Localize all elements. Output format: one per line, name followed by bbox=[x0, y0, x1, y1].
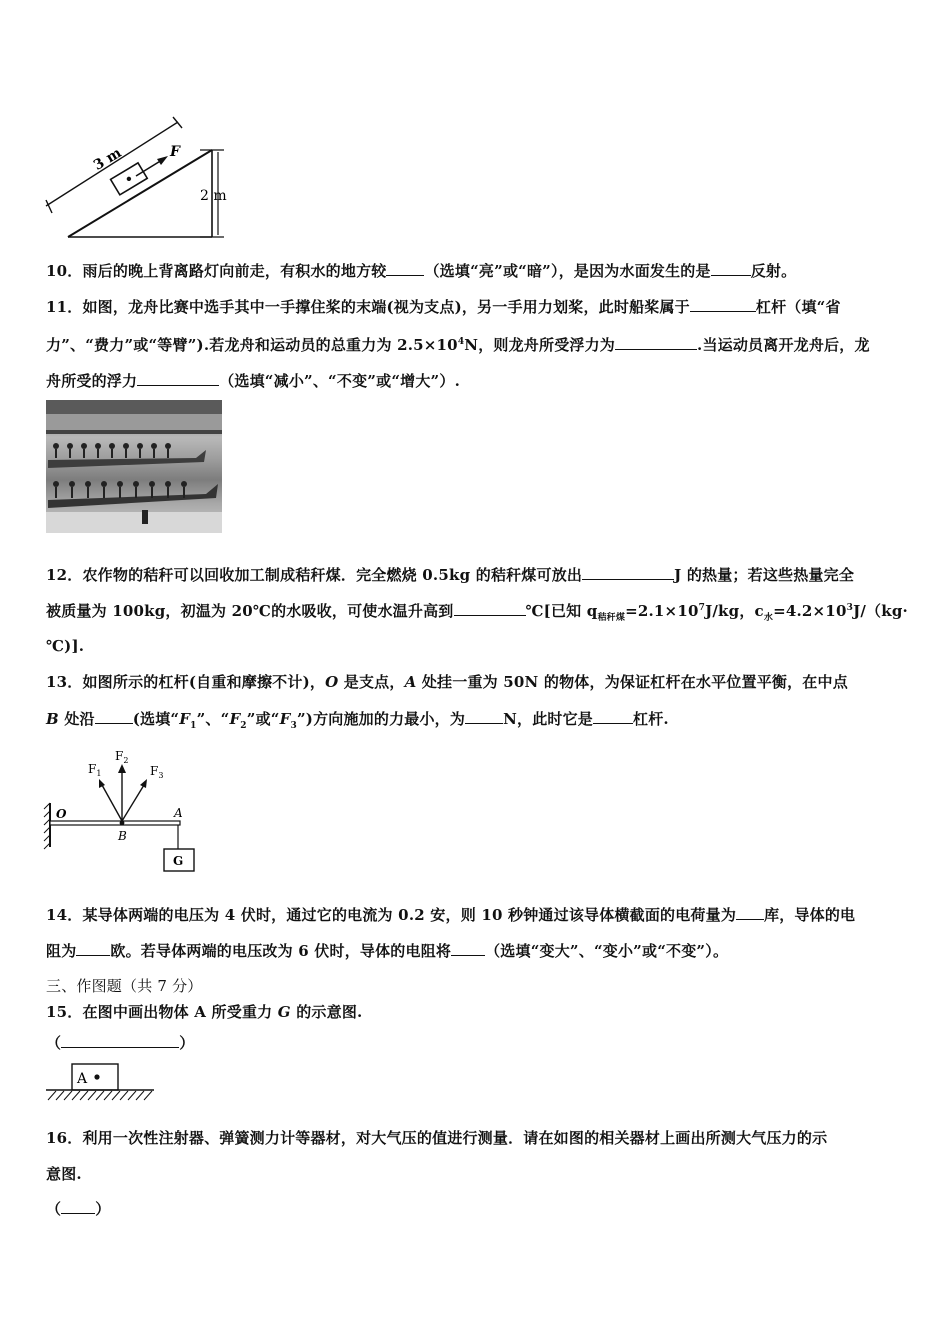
q14-blank2[interactable] bbox=[76, 940, 110, 956]
q13-blank3[interactable] bbox=[593, 708, 633, 724]
lever-f1-label: $F_1$ bbox=[88, 762, 102, 778]
q11-line3: 舟所受的浮力 （选填“减小”、“不变”或“增大”）. bbox=[46, 372, 460, 390]
q16-answer: （ ） bbox=[46, 1200, 111, 1218]
lever-figure bbox=[40, 745, 220, 880]
q12-line2: 被质量为 100kg，初温为 20℃的水吸收，可使水温升高到 ℃[已知 $q_{秸秆煤}=2.1\times 10^7J/kg$，$c_水=4.2\times 10^3J/(kg\cdot$ bbox=[46, 602, 908, 623]
q12-line1: 12．农作物的秸秆可以回收加工制成秸秆煤．完全燃烧 0.5kg 的秸秆煤可放出 J 的热量；若这些热量完全 bbox=[46, 566, 855, 584]
q14-blank1[interactable] bbox=[736, 904, 764, 920]
incline-figure bbox=[40, 112, 240, 242]
q14-line2: 阻为 欧。若导体两端的电压改为 6 伏时，导体的电阻将 （选填“变大”、“变小”或“不变”）。 bbox=[46, 942, 729, 960]
q13-blank1[interactable] bbox=[95, 708, 133, 724]
q11-blank1[interactable] bbox=[690, 296, 756, 312]
q10-line1: 10．雨后的晚上背离路灯向前走，有积水的地方较 （选填“亮”或“暗”），是因为水面发生的是 反射。 bbox=[46, 262, 797, 280]
q12-blank2[interactable] bbox=[454, 600, 526, 616]
q11-blank3[interactable] bbox=[137, 370, 219, 386]
q12-blank1[interactable] bbox=[582, 564, 674, 580]
lever-o-label: O bbox=[56, 807, 67, 821]
q13-line2: B 处沿 (选填“$F_1$”、“$F_2$”或“$F_3$”)方向施加的力最小，为 N，此时它是 杠杆. bbox=[46, 710, 669, 731]
block-a-label: A bbox=[77, 1071, 88, 1087]
dragon-boat-image bbox=[46, 400, 222, 533]
q11-line2: 力”、“费力”或“等臂”).若龙舟和运动员的总重力为 $2.5\times 10^4N$，则龙舟所受浮力为 .当运动员离开龙舟后，龙 bbox=[46, 336, 870, 354]
block-on-ground-figure bbox=[44, 1060, 156, 1110]
height-label: 2 m bbox=[200, 188, 227, 204]
q11-blank2[interactable] bbox=[615, 334, 697, 350]
q16-line2: 意图. bbox=[46, 1165, 82, 1183]
section3-heading: 三、作图题（共 7 分） bbox=[46, 977, 203, 995]
q10-blank1[interactable] bbox=[386, 260, 424, 276]
q15-line1: 15．在图中画出物体 A 所受重力 G 的示意图. bbox=[46, 1003, 363, 1021]
q14-blank3[interactable] bbox=[451, 940, 485, 956]
lever-b-label: B bbox=[118, 829, 127, 843]
q15-blank[interactable] bbox=[61, 1032, 179, 1048]
q10-blank2[interactable] bbox=[711, 260, 751, 276]
length-label: 3 m bbox=[90, 144, 125, 174]
q14-line1: 14．某导体两端的电压为 4 伏时，通过它的电流为 0.2 安，则 10 秒钟通过该导体横截面的电荷量为 库，导体的电 bbox=[46, 906, 856, 924]
q11-line1: 11．如图，龙舟比赛中选手其中一手撑住桨的末端(视为支点)，另一手用力划桨，此时船桨属于 杠杆（填“省 bbox=[46, 298, 841, 316]
q15-answer: （ ） bbox=[46, 1034, 195, 1052]
lever-f2-label: $F_2$ bbox=[115, 749, 129, 765]
q16-blank[interactable] bbox=[61, 1198, 95, 1214]
q13-line1: 13．如图所示的杠杆(自重和摩擦不计)，O 是支点，A 处挂一重为 50N 的物体，为保证杠杆在水平位置平衡，在中点 bbox=[46, 673, 848, 691]
q16-line1: 16．利用一次性注射器、弹簧测力计等器材，对大气压的值进行测量．请在如图的相关器材上画出所测大气压力的示 bbox=[46, 1129, 828, 1147]
lever-g-label: G bbox=[173, 854, 184, 868]
q13-blank2[interactable] bbox=[465, 708, 503, 724]
lever-f3-label: $F_3$ bbox=[150, 764, 164, 780]
q12-line3: ℃)]. bbox=[46, 637, 85, 655]
lever-a-label: A bbox=[174, 806, 183, 820]
dragon-boat-photo bbox=[46, 400, 222, 533]
force-label: F bbox=[170, 144, 180, 160]
